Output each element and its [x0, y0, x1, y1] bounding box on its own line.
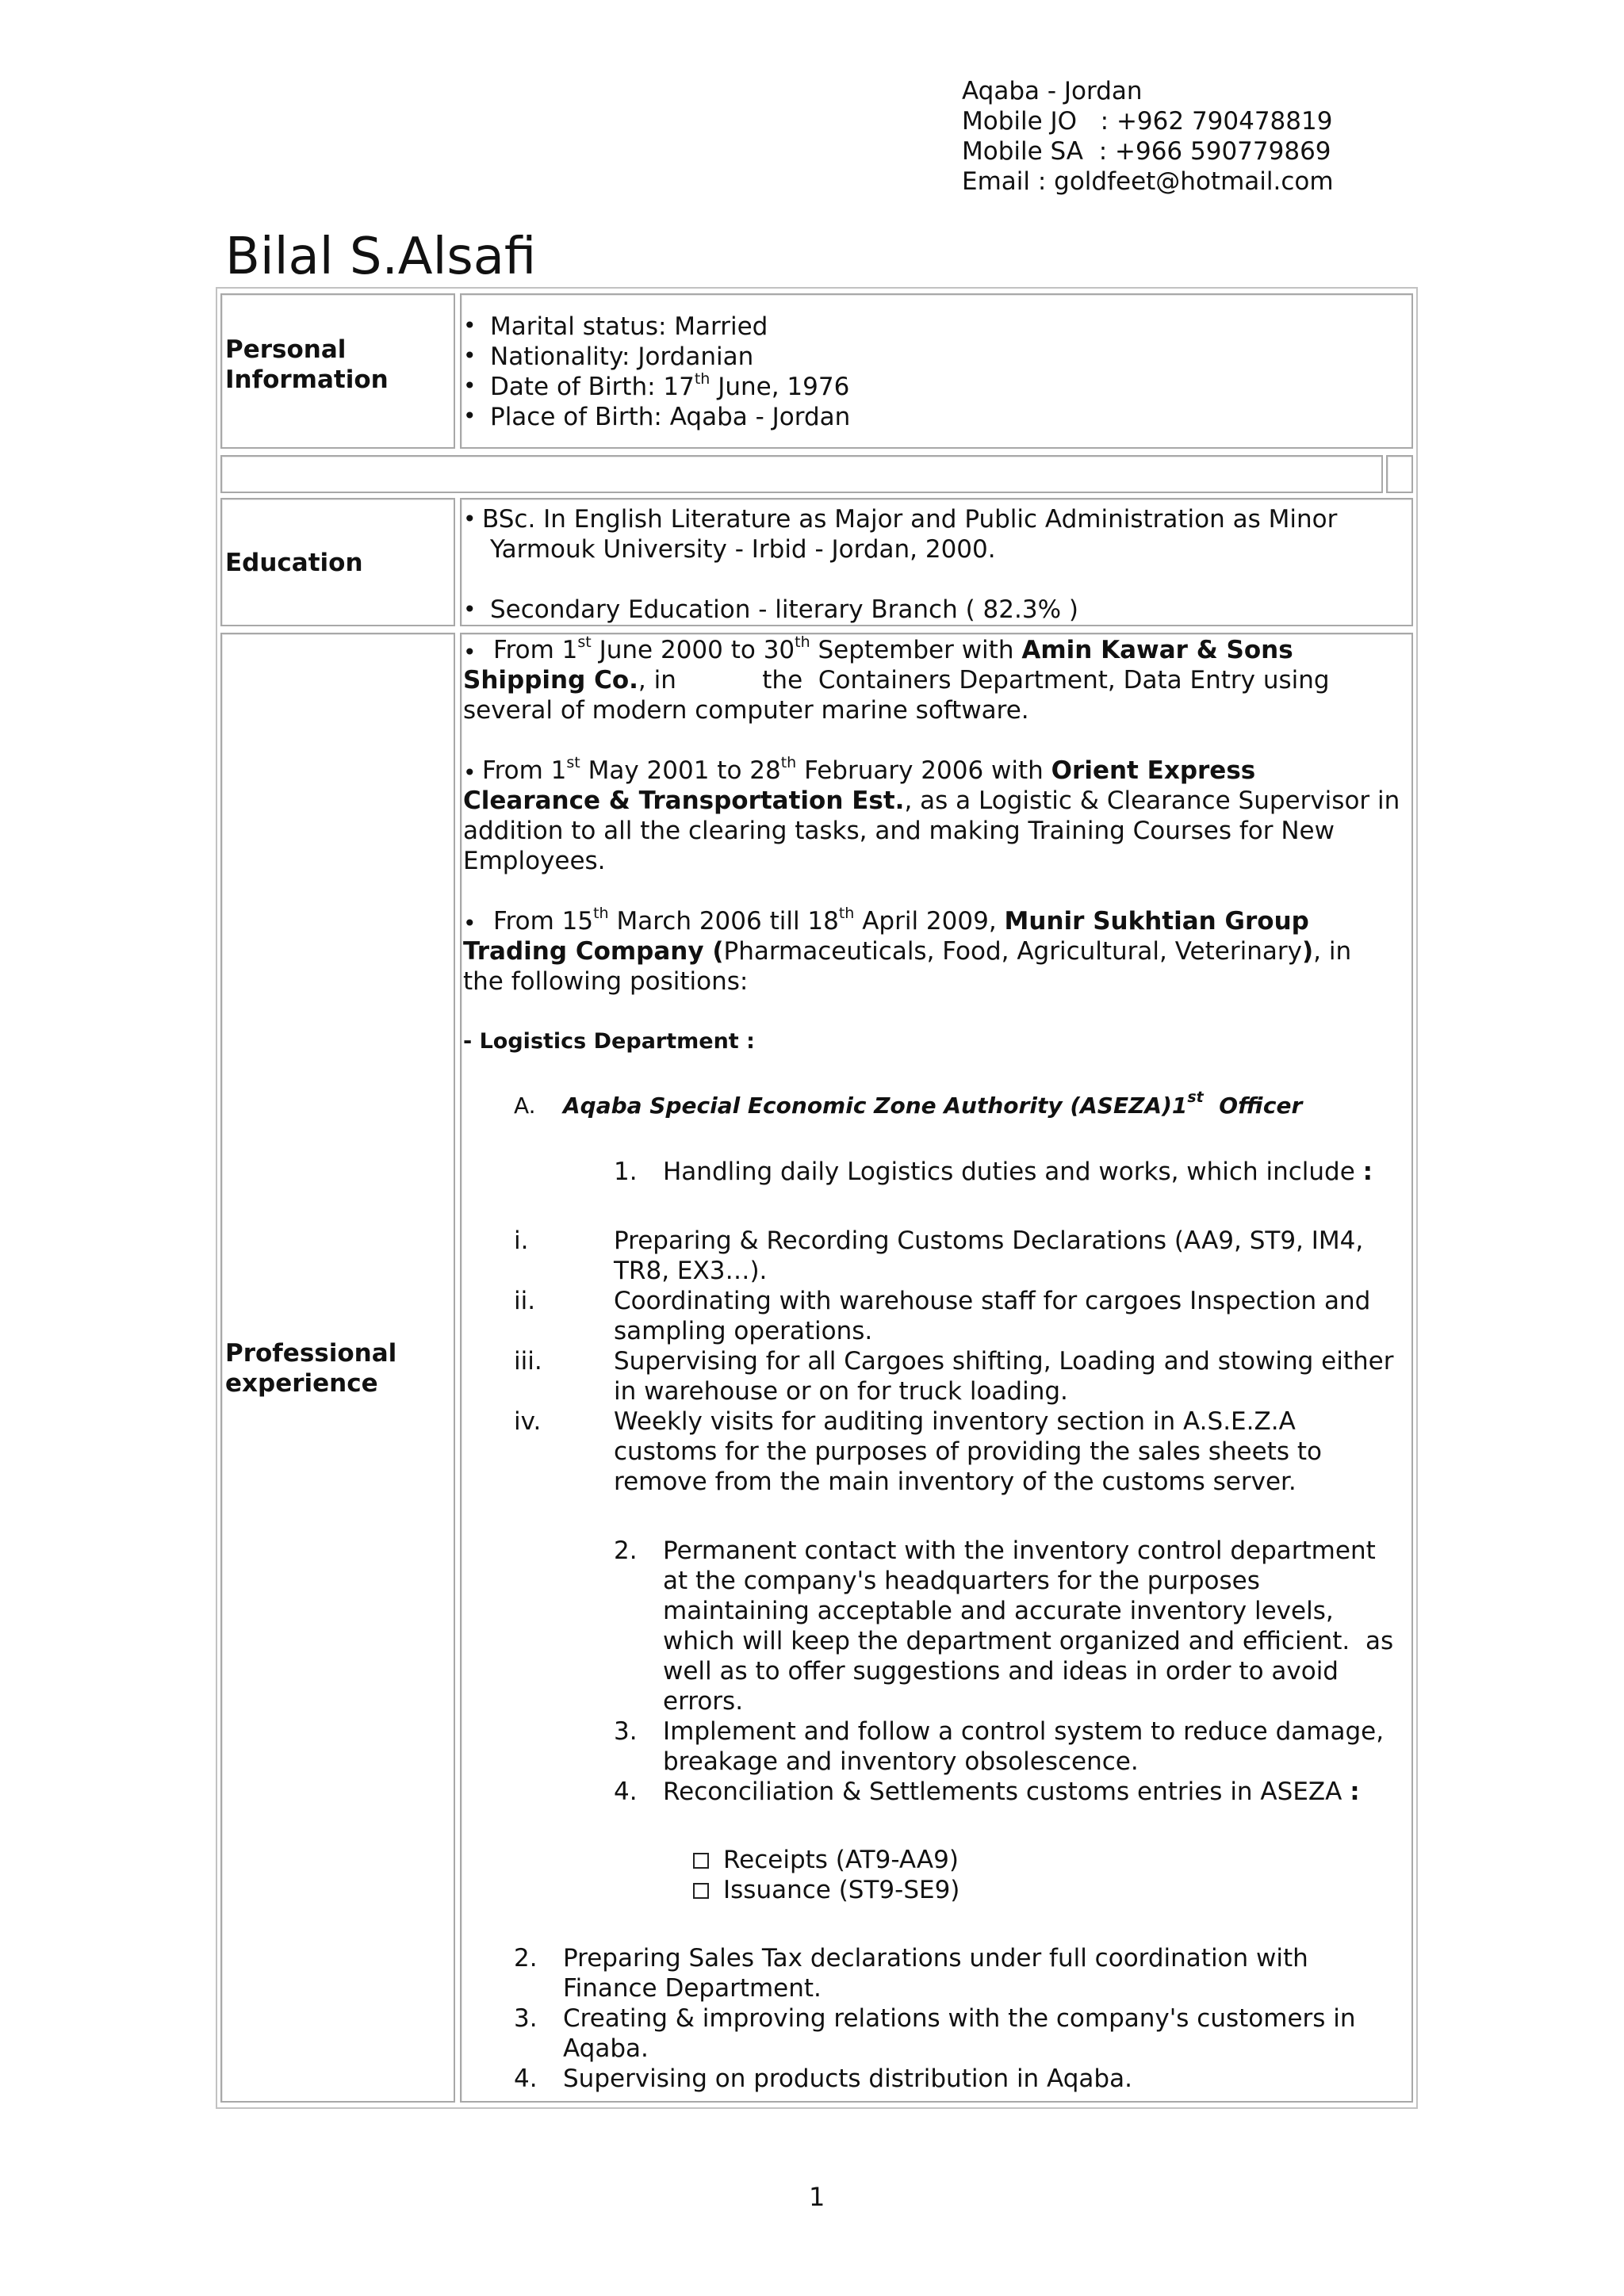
contact-mobile-sa: Mobile SA : +966 590779869 — [962, 137, 1331, 166]
section-a-title: Aqaba Special Economic Zone Authority (ASEZA)1st Officer — [563, 1089, 1303, 1119]
personal-label: Personal Information — [225, 335, 389, 394]
education-label: Education — [225, 549, 363, 577]
date-of-birth: Date of Birth: 17th June, 1976 — [490, 370, 850, 401]
candidate-name: Bilal S.Alsafi — [225, 228, 537, 286]
spacer-cell-wide — [220, 455, 1383, 493]
duty-number: 3. — [614, 1717, 638, 1746]
education-degree: BSc. In English Literature as Major and Public Administration as Minor — [482, 505, 1338, 534]
checkbox-icon — [693, 1853, 709, 1869]
duty-number: 4. — [614, 1777, 638, 1806]
contact-email: Email : goldfeet@hotmail.com — [962, 167, 1334, 196]
duty-number: 2. — [614, 1536, 638, 1565]
box-item: Receipts (AT9-AA9) — [693, 1845, 959, 1875]
checkbox-icon — [693, 1883, 709, 1899]
education-secondary: Secondary Education - literary Branch ( 82.3% ) — [490, 595, 1078, 624]
nationality: Nationality: Jordanian — [490, 342, 754, 371]
marital-status: Marital status: Married — [490, 312, 768, 341]
duty-text: Reconciliation & Settlements customs entries in ASEZA : — [663, 1777, 1360, 1806]
duty-text: Handling daily Logistics duties and works, which include : — [663, 1158, 1373, 1186]
section-a-marker: A. — [514, 1093, 536, 1119]
page-number: 1 — [809, 2182, 825, 2212]
spacer-cell-narrow — [1386, 455, 1413, 493]
education-university: Yarmouk University - Irbid - Jordan, 2000. — [490, 535, 996, 564]
experience-label: Professional experience — [225, 1339, 397, 1398]
duty-number: 1. — [614, 1158, 638, 1186]
department-heading: - Logistics Department : — [463, 1029, 755, 1054]
contact-block — [962, 76, 1334, 197]
contact-mobile-jo: Mobile JO : +962 790478819 — [962, 107, 1333, 136]
box-item: Issuance (ST9-SE9) — [693, 1875, 959, 1905]
contact-city: Aqaba - Jordan — [962, 77, 1143, 105]
place-of-birth: Place of Birth: Aqaba - Jordan — [490, 403, 851, 431]
